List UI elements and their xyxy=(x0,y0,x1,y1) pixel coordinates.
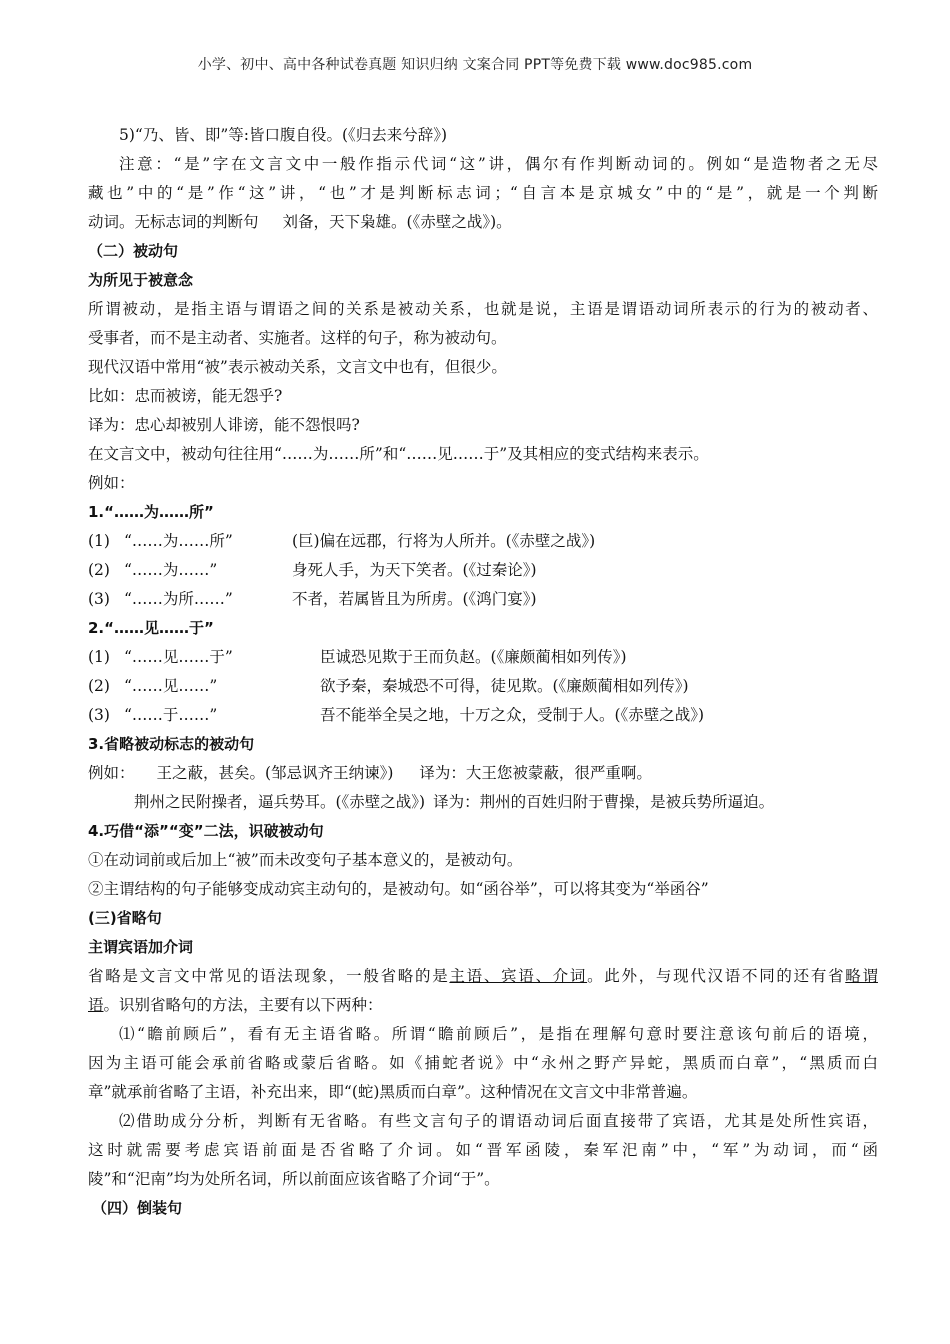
item-form: “……见……于” xyxy=(124,648,233,666)
method-1-paragraph xyxy=(88,1020,878,1107)
list-item xyxy=(88,556,878,585)
item-number: (3) xyxy=(88,590,110,608)
subsection-title-jian-yu: 2.“……见……于” xyxy=(88,619,214,637)
method-line: 因为主语可能会承前省略或蒙后省略。如《捕蛇者说》中“永州之野产异蛇，黑质而白章”，“黑质而白 xyxy=(88,1054,878,1072)
item-form: “……为所……” xyxy=(124,590,233,608)
jian-yu-list xyxy=(88,643,878,730)
tip-item: ①在动词前或后加上“被”而未改变句子基本意义的，是被动句。 xyxy=(88,851,523,869)
passive-definition xyxy=(88,295,878,353)
subheading-passive-mnemonic: 为所见于被意念 xyxy=(88,271,194,289)
section-heading-omission: (三)省略句 xyxy=(88,909,162,927)
omitted-marker-example xyxy=(88,788,878,817)
item-form: “……见……” xyxy=(124,677,218,695)
intro-line xyxy=(88,962,878,991)
section-heading-inversion: （四）倒装句 xyxy=(92,1199,183,1217)
method-line: ⑵借助成分分析，判断有无省略。有些文言句子的谓语动词后面直接带了宾语，尤其是处所性宾语， xyxy=(119,1112,878,1130)
subheading-omission-mnemonic: 主谓宾语加介词 xyxy=(88,938,194,956)
note-line: 注意：“是”字在文言文中一般作指示代词“这”讲，偶尔有作判断动词的。例如“是造物者之无尽 xyxy=(119,155,878,173)
subsection-title-tips: 4.巧借“添”“变”二法，识破被动句 xyxy=(88,822,324,840)
item-form: “……为……” xyxy=(124,561,218,579)
section-heading-passive: （二）被动句 xyxy=(88,242,179,260)
translation-sentence: 译为：荆州的百姓归附于曹操，是被兵势所逼迫。 xyxy=(433,793,775,811)
underlined-terms: 主语、宾语、介词 xyxy=(449,967,588,985)
list-item xyxy=(88,643,878,672)
example-sentence: 荆州之民附操者，逼兵势耳。(《赤壁之战》) xyxy=(134,793,426,811)
item-example: 身死人手，为天下笑者。(《过秦论》) xyxy=(292,561,537,579)
method-line: 章”就承前省略了主语，补充出来，即“(蛇)黑质而白章”。这种情况在文言文中非常普遍。 xyxy=(88,1083,698,1101)
judgment-item-5: 5)“乃、皆、即”等:皆口腹自役。(《归去来兮辞》) xyxy=(119,126,448,144)
example-sentence: 比如：忠而被谤，能无怨乎? xyxy=(88,387,283,405)
note-text: 动词。无标志词的判断句 xyxy=(88,213,259,231)
method-line: 陵”和“汜南”均为处所名词，所以前面应该省略了介词“于”。 xyxy=(88,1170,500,1188)
tip-item: ②主谓结构的句子能够变成动宾主动句的，是被动句。如“函谷举”，可以将其变为“举函谷” xyxy=(88,880,709,898)
item-number: (2) xyxy=(88,677,110,695)
definition-line: 所谓被动，是指主语与谓语之间的关系是被动关系，也就是说，主语是谓语动词所表示的行为的被动者、 xyxy=(88,300,878,318)
example-sentence: 王之蔽，甚矣。(邹忌讽齐王纳谏》) xyxy=(156,764,394,782)
item-example: 臣诚恐见欺于王而负赵。(《廉颇蔺相如列传》) xyxy=(320,648,627,666)
item-example: 欲予秦，秦城恐不可得，徒见欺。(《廉颇蔺相如列传》) xyxy=(320,677,689,695)
document-body xyxy=(88,121,878,1223)
intro-text: 省略是文言文中常见的语法现象，一般省略的是 xyxy=(88,967,450,985)
example-label: 例如： xyxy=(88,474,135,492)
structure-text: 在文言文中，被动句往往用“……为……所”和“……见……于”及其相应的变式结构来表示。 xyxy=(88,445,709,463)
item-form: “……于……” xyxy=(124,706,218,724)
intro-line xyxy=(88,991,878,1020)
intro-text: 。识别省略句的方法，主要有以下两种： xyxy=(103,996,383,1014)
intro-text: 。此外，与现代汉语不同的还有省 xyxy=(587,967,846,985)
method-2-paragraph xyxy=(88,1107,878,1194)
note-example: 刘备，天下枭雄。(《赤壁之战》)。 xyxy=(282,213,512,231)
item-example: (巨)偏在远郡，行将为人所并。(《赤壁之战》) xyxy=(292,532,596,550)
item-number: (1) xyxy=(88,532,110,550)
translation-sentence: 译为：大王您被蒙蔽，很严重啊。 xyxy=(419,764,652,782)
item-number: (3) xyxy=(88,706,110,724)
item-example: 吾不能举全吴之地，十万之众，受制于人。(《赤壁之战》) xyxy=(320,706,705,724)
item-form: “……为……所” xyxy=(124,532,233,550)
method-line: 这时就需要考虑宾语前面是否省略了介词。如“晋军函陵，秦军汜南”中，“军”为动词，而“函 xyxy=(88,1141,878,1159)
omission-intro xyxy=(88,962,878,1020)
definition-line: 受事者，而不是主动者、实施者。这样的句子，称为被动句。 xyxy=(88,329,507,347)
translation-sentence: 译为：忠心却被别人诽谤，能不怨恨吗? xyxy=(88,416,360,434)
list-item xyxy=(88,585,878,614)
note-line xyxy=(88,208,878,237)
wei-suo-list xyxy=(88,527,878,614)
modern-usage-text: 现代汉语中常用“被”表示被动关系，文言文中也有，但很少。 xyxy=(88,358,507,376)
example-label: 例如： xyxy=(88,764,135,782)
underlined-term: 略谓 xyxy=(845,967,878,985)
omitted-marker-example xyxy=(88,759,878,788)
subsection-title-wei-suo: 1.“……为……所” xyxy=(88,503,214,521)
note-line: 藏也”中的“是”作“这”讲，“也”才是判断标志词；“自言本是京城女”中的“是”，就是一个判断 xyxy=(88,184,878,202)
item-number: (2) xyxy=(88,561,110,579)
method-line: ⑴“瞻前顾后”，看有无主语省略。所谓“瞻前顾后”，是指在理解句意时要注意该句前后的语境， xyxy=(119,1025,878,1043)
item-example: 不者，若属皆且为所虏。(《鸿门宴》) xyxy=(292,590,537,608)
subsection-title-omitted-marker: 3.省略被动标志的被动句 xyxy=(88,735,255,753)
list-item xyxy=(88,527,878,556)
item-number: (1) xyxy=(88,648,110,666)
list-item xyxy=(88,672,878,701)
page-header: 小学、初中、高中各种试卷真题 知识归纳 文案合同 PPT等免费下载 www.doc985.com xyxy=(197,57,753,73)
list-item xyxy=(88,701,878,730)
underlined-term: 语 xyxy=(88,996,104,1014)
note-paragraph xyxy=(88,150,878,237)
